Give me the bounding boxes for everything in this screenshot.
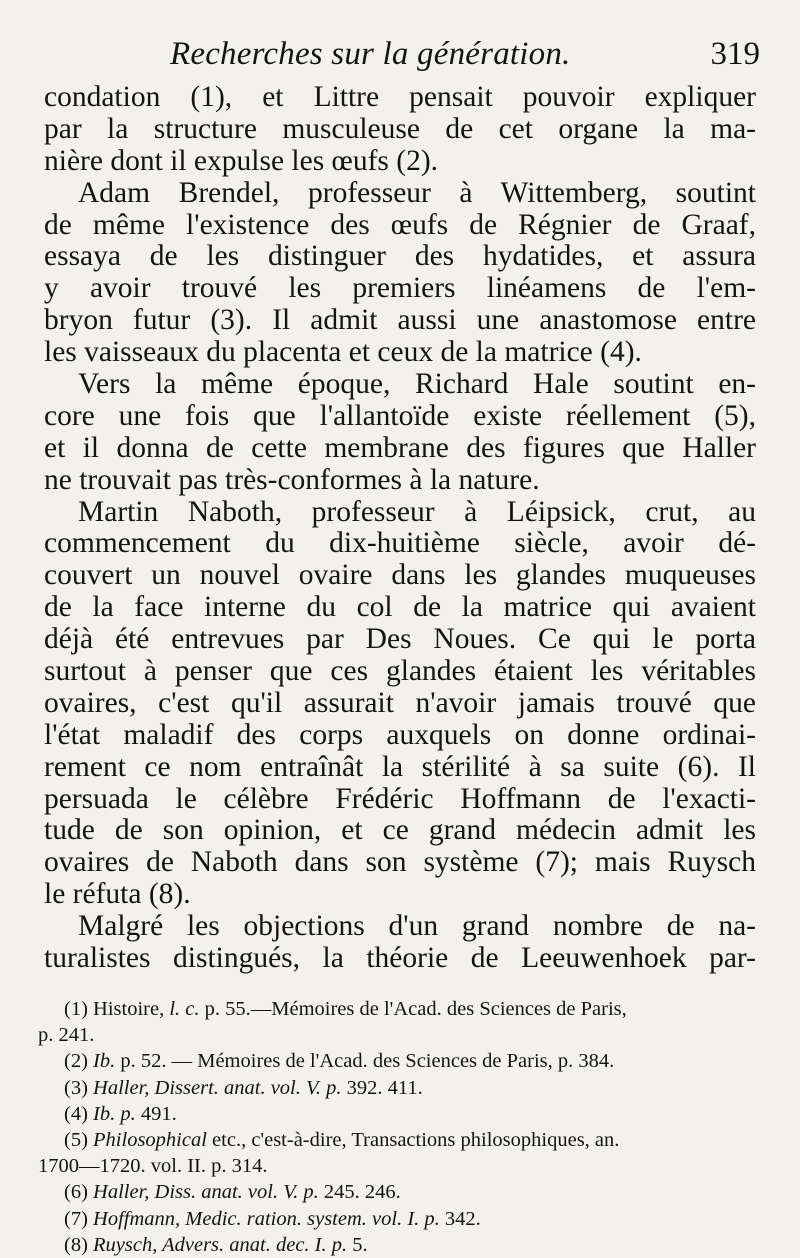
text-line: y avoir trouvé les premiers linéamens de l'em- [44, 272, 756, 305]
footnote-1: (1) Histoire, l. c. p. 55.—Mémoires de l'Acad. des Sciences de Paris, [64, 998, 627, 1020]
body-text [44, 82, 756, 975]
footnote-1-continued: p. 241. [38, 1024, 95, 1047]
text-line: essaya de les distinguer des hydatides, et assura [44, 240, 756, 273]
text-line: et il donna de cette membrane des figures que Haller [44, 431, 756, 464]
text-line: de même l'existence des œufs de Régnier de Graaf, [44, 208, 756, 241]
footnotes [38, 996, 768, 1258]
page-header [170, 36, 760, 80]
text-line: Malgré les objections d'un grand nombre de na- [78, 910, 756, 943]
text-line: condation (1), et Littre pensait pouvoir expliquer [44, 81, 756, 113]
footnote-7: (7) Hoffmann, Medic. ration. system. vol. I. p. 342. [64, 1207, 481, 1230]
text-line: Adam Brendel, professeur à Wittemberg, soutint [78, 176, 756, 209]
footnote-5-continued: 1700—1720. vol. II. p. 314. [38, 1155, 268, 1178]
text-line: bryon futur (3). Il admit aussi une anastomose entre [44, 304, 756, 337]
text-line: par la structure musculeuse de cet organe la ma- [44, 112, 756, 145]
text-line: turalistes distingués, la théorie de Leeuwenhoek par- [44, 942, 756, 975]
text-line: l'état maladif des corps auxquels on donne ordinai- [44, 718, 756, 751]
text-line: nière dont il expulse les œufs (2). [44, 144, 439, 177]
text-line: rement ce nom entraînât la stérilité à sa suite (6). Il [44, 750, 756, 783]
running-title: Recherches sur la génération. [170, 36, 571, 72]
text-line: le réfuta (8). [44, 878, 191, 911]
text-line: ovaires, c'est qu'il assurait n'avoir jamais trouvé que [44, 686, 756, 719]
footnote-3: (3) Haller, Dissert. anat. vol. V. p. 392. 411. [64, 1076, 423, 1099]
footnote-4: (4) Ib. p. 491. [64, 1102, 177, 1125]
page-number: 319 [710, 36, 760, 72]
text-line: commencement du dix-huitième siècle, avoir dé- [44, 527, 756, 560]
text-line: de la face interne du col de la matrice qui avaient [44, 591, 756, 624]
footnote-6: (6) Haller, Diss. anat. vol. V. p. 245. 246. [64, 1181, 401, 1204]
text-line: ovaires de Naboth dans son système (7); mais Ruysch [44, 846, 756, 879]
text-line: Martin Naboth, professeur à Léipsick, crut, au [78, 495, 756, 528]
text-line: ne trouvait pas très-conformes à la nature. [44, 463, 540, 496]
footnote-8: (8) Ruysch, Advers. anat. dec. I. p. 5. [64, 1233, 368, 1256]
footnote-2: (2) Ib. p. 52. — Mémoires de l'Acad. des Sciences de Paris, p. 384. [64, 1050, 615, 1073]
text-line: Vers la même époque, Richard Hale soutint en- [78, 368, 756, 401]
footnote-5: (5) Philosophical etc., c'est-à-dire, Transactions philosophiques, an. [64, 1128, 620, 1151]
text-line: core une fois que l'allantoïde existe réellement (5), [44, 399, 756, 432]
text-line: déjà été entrevues par Des Noues. Ce qui le porta [44, 623, 756, 656]
text-line: surtout à penser que ces glandes étaient les véritables [44, 655, 756, 688]
text-line: tude de son opinion, et ce grand médecin admit les [44, 814, 756, 847]
text-line: persuada le célèbre Frédéric Hoffmann de l'exacti- [44, 782, 756, 815]
text-line: les vaisseaux du placenta et ceux de la matrice (4). [44, 336, 642, 369]
text-line: couvert un nouvel ovaire dans les glandes muqueuses [44, 559, 756, 592]
